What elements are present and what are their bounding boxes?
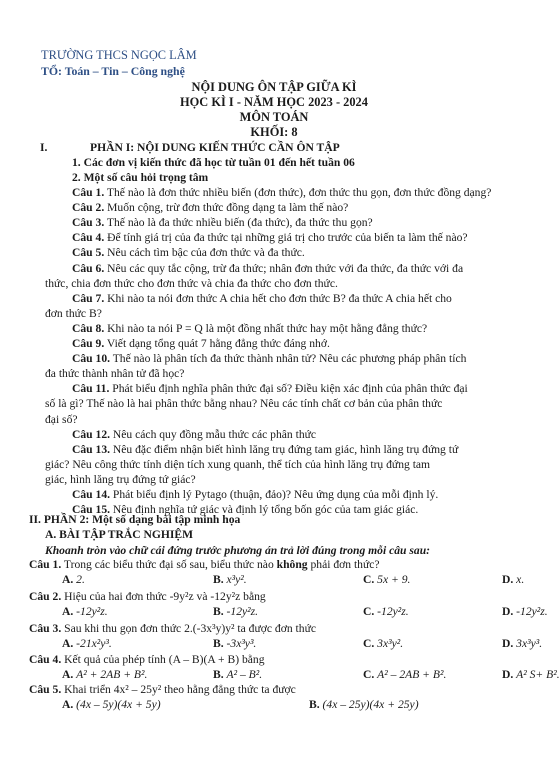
question-label: Câu 4.: [72, 231, 105, 244]
mcq-2-option-c[interactable]: [363, 605, 409, 619]
option-value: (4x – 5y)(4x + 5y): [76, 698, 161, 711]
option-key: D.: [502, 605, 517, 618]
mcq-5-option-a[interactable]: [62, 698, 161, 712]
question-13: [72, 443, 458, 457]
mcq-1-option-c[interactable]: [363, 573, 410, 587]
mcq-2-option-d[interactable]: [502, 605, 548, 619]
question-label: Câu 13.: [72, 443, 111, 456]
mcq-1-option-b[interactable]: [213, 573, 247, 587]
doc-title-subject: MÔN TOÁN: [239, 110, 309, 124]
question-text: Nêu đặc điểm nhận biết hình lăng trụ đứng tam giác, hình lăng trụ đứng tứ: [110, 443, 459, 456]
option-key: C.: [363, 605, 378, 618]
question-text: Thế nào là phân tích đa thức thành nhân tử? Nêu các phương pháp phân tích: [110, 352, 467, 365]
question-14: [72, 488, 438, 502]
mcq-2-option-a[interactable]: [62, 605, 108, 619]
option-key: D.: [502, 668, 517, 681]
mcq-label: Câu 4.: [29, 653, 62, 666]
option-value: -12y²z.: [377, 605, 409, 618]
doc-title-line2: HỌC KÌ I - NĂM HỌC 2023 - 2024: [180, 95, 368, 109]
option-key: C.: [363, 668, 378, 681]
question-13-continued: [45, 473, 196, 487]
question-text: Thế nào là đơn thức nhiều biến (đơn thức), đơn thức thu gọn, đơn thức đồng dạng?: [104, 186, 492, 199]
mcq-instruction: Khoanh tròn vào chữ cái đứng trước phương án trả lời đúng trong mỗi câu sau:: [45, 544, 431, 557]
mcq-5-option-b[interactable]: [309, 698, 419, 712]
question-label: Câu 15.: [72, 503, 111, 516]
mcq-text: Trong các biểu thức đại số sau, biểu thức nào: [61, 558, 277, 571]
option-value: 3x³y².: [377, 637, 404, 650]
question-5: [72, 246, 305, 260]
mcq-question-1: [29, 558, 380, 572]
mcq-3-option-a[interactable]: [62, 637, 112, 651]
option-key: B.: [213, 605, 227, 618]
department-name: TỔ: Toán – Tin – Công nghệ: [41, 64, 185, 78]
mcq-label: Câu 1.: [29, 558, 62, 571]
question-text: đơn thức B?: [45, 307, 102, 320]
part2-heading: II. PHẦN 2: Một số dạng bài tập minh họa: [29, 513, 241, 526]
mcq-label: Câu 3.: [29, 622, 62, 635]
part1-heading: PHẦN I: NỘI DUNG KIẾN THỨC CẦN ÔN TẬP: [90, 141, 340, 154]
question-1: [72, 186, 491, 200]
option-key: A.: [62, 698, 77, 711]
question-9: [72, 337, 330, 351]
mcq-text-end: phải đơn thức?: [307, 558, 380, 571]
question-text: Khi nào ta nói đơn thức A chia hết cho đơn thức B? đa thức A chia hết cho: [104, 292, 452, 305]
option-value: -3x³y³.: [226, 637, 257, 650]
mcq-question-3: [29, 622, 316, 636]
mcq-question-2: [29, 590, 266, 604]
option-value: -12y²z.: [76, 605, 108, 618]
mcq-text: Khai triển 4x² – 25y² theo hằng đẳng thức ta được: [61, 683, 296, 696]
option-key: D.: [502, 637, 517, 650]
mcq-text: Hiệu của hai đơn thức -9y²z và -12y²z bằng: [61, 590, 266, 603]
option-value: 3x³y³.: [516, 637, 543, 650]
question-label: Câu 2.: [72, 201, 105, 214]
mcq-4-option-d[interactable]: [502, 668, 560, 682]
option-key: D.: [502, 573, 517, 586]
mcq-3-option-b[interactable]: [213, 637, 256, 651]
question-text: giác? Nêu công thức tính diện tích xung quanh, thể tích của hình lăng trụ đứng tam: [45, 458, 431, 471]
question-7-continued: [45, 307, 102, 321]
option-key: A.: [62, 637, 77, 650]
mcq-3-option-c[interactable]: [363, 637, 403, 651]
question-label: Câu 12.: [72, 428, 111, 441]
option-value: -12y²z.: [516, 605, 548, 618]
question-text: Viết dạng tổng quát 7 hằng đẳng thức đáng nhớ.: [104, 337, 330, 350]
mcq-4-option-a[interactable]: [62, 668, 147, 682]
question-label: Câu 14.: [72, 488, 111, 501]
option-key: A.: [62, 668, 77, 681]
question-10-continued: [45, 367, 184, 381]
question-11-continued: [45, 413, 78, 427]
section-a-heading: A. BÀI TẬP TRẮC NGHIỆM: [45, 528, 194, 541]
question-text: đại số?: [45, 413, 78, 426]
question-label: Câu 6.: [72, 262, 105, 275]
doc-title-line1: NỘI DUNG ÔN TẬP GIỮA KÌ: [191, 80, 357, 94]
mcq-text: Kết quả của phép tính (A – B)(A + B) bằng: [61, 653, 265, 666]
part1-subheading-2: 2. Một số câu hỏi trọng tâm: [72, 171, 209, 184]
option-key: B.: [213, 637, 227, 650]
mcq-label: Câu 5.: [29, 683, 62, 696]
question-4: [72, 231, 468, 245]
question-text: giác, hình lăng trụ đứng tứ giác?: [45, 473, 196, 486]
question-label: Câu 7.: [72, 292, 105, 305]
question-10: [72, 352, 466, 366]
option-value: x.: [516, 573, 525, 586]
question-label: Câu 1.: [72, 186, 105, 199]
question-text: thức, chia đơn thức cho đơn thức và chia đa thức cho đơn thức.: [45, 277, 338, 290]
mcq-emphasis: không: [276, 558, 308, 571]
mcq-4-option-b[interactable]: [213, 668, 262, 682]
mcq-1-option-d[interactable]: [502, 573, 524, 587]
question-8: [72, 322, 427, 336]
question-label: Câu 3.: [72, 216, 105, 229]
option-key: A.: [62, 605, 77, 618]
mcq-label: Câu 2.: [29, 590, 62, 603]
question-12: [72, 428, 316, 442]
question-text: Nêu cách tìm bậc của đơn thức và đa thức.: [104, 246, 305, 259]
mcq-1-option-a[interactable]: [62, 573, 85, 587]
option-key: C.: [363, 573, 378, 586]
option-value: (4x – 25y)(4x + 25y): [322, 698, 419, 711]
question-text: Nêu cách quy đồng mẫu thức các phân thức: [110, 428, 317, 441]
question-7: [72, 292, 452, 306]
question-text: Khi nào ta nói P = Q là một đồng nhất thức hay một hằng đẳng thức?: [104, 322, 428, 335]
question-text: đa thức thành nhân tử đã học?: [45, 367, 185, 380]
question-label: Câu 8.: [72, 322, 105, 335]
question-label: Câu 10.: [72, 352, 111, 365]
option-key: C.: [363, 637, 378, 650]
option-key: B.: [213, 668, 227, 681]
question-label: Câu 9.: [72, 337, 105, 350]
mcq-2-option-b[interactable]: [213, 605, 258, 619]
question-3: [72, 216, 373, 230]
question-text: Để tính giá trị của đa thức tại những giá trị cho trước của biến ta làm thế nào?: [104, 231, 468, 244]
mcq-question-5: [29, 683, 296, 697]
option-value: -21x²y³.: [76, 637, 112, 650]
mcq-question-4: [29, 653, 265, 667]
option-value: -12y²z.: [226, 605, 259, 618]
question-text: Muốn cộng, trừ đơn thức đồng dạng ta làm thế nào?: [104, 201, 349, 214]
question-2: [72, 201, 348, 215]
option-value: A² + 2AB + B².: [76, 668, 148, 681]
question-11: [72, 382, 468, 396]
question-text: Phát biểu định nghĩa phân thức đại số? Điều kiện xác định của phân thức đại: [109, 382, 468, 395]
question-text: Phát biểu định lý Pytago (thuận, đảo)? Nêu ứng dụng của mỗi định lý.: [110, 488, 439, 501]
option-value: A² – 2AB + B².: [377, 668, 447, 681]
question-text: số là gì? Thế nào là hai phân thức bằng nhau? Nêu các tính chất cơ bản của phân thức: [45, 397, 443, 410]
mcq-3-option-d[interactable]: [502, 637, 542, 651]
part1-subheading-1: 1. Các đơn vị kiến thức đã học từ tuần 01 đến hết tuần 06: [72, 156, 355, 169]
question-6-continued: [45, 277, 338, 291]
question-11-continued: [45, 397, 442, 411]
option-key: B.: [213, 573, 227, 586]
option-value: A² S+ B².: [516, 668, 560, 681]
option-value: 2.: [76, 573, 85, 586]
question-text: Nêu các quy tắc cộng, trừ đa thức; nhân đơn thức với đa thức, đa thức với đa: [104, 262, 464, 275]
question-label: Câu 5.: [72, 246, 105, 259]
part1-number: I.: [40, 141, 48, 154]
question-label: Câu 11.: [72, 382, 110, 395]
question-6: [72, 262, 463, 276]
option-key: A.: [62, 573, 77, 586]
mcq-4-option-c[interactable]: [363, 668, 446, 682]
question-text: Thế nào là đa thức nhiều biến (đa thức), đa thức thu gọn?: [104, 216, 373, 229]
option-value: A² – B².: [226, 668, 263, 681]
question-text: Nêu định nghĩa tứ giác và định lý tổng bốn góc của tam giác giác.: [110, 503, 419, 516]
doc-title-grade: KHỐI: 8: [250, 125, 298, 139]
mcq-text: Sau khi thu gọn đơn thức 2.(-3x³y)y² ta được đơn thức: [61, 622, 316, 635]
option-value: x³y².: [226, 573, 247, 586]
question-13-continued: [45, 458, 430, 472]
option-key: B.: [309, 698, 323, 711]
school-name: TRƯỜNG THCS NGỌC LÂM: [41, 48, 197, 62]
option-value: 5x + 9.: [377, 573, 411, 586]
